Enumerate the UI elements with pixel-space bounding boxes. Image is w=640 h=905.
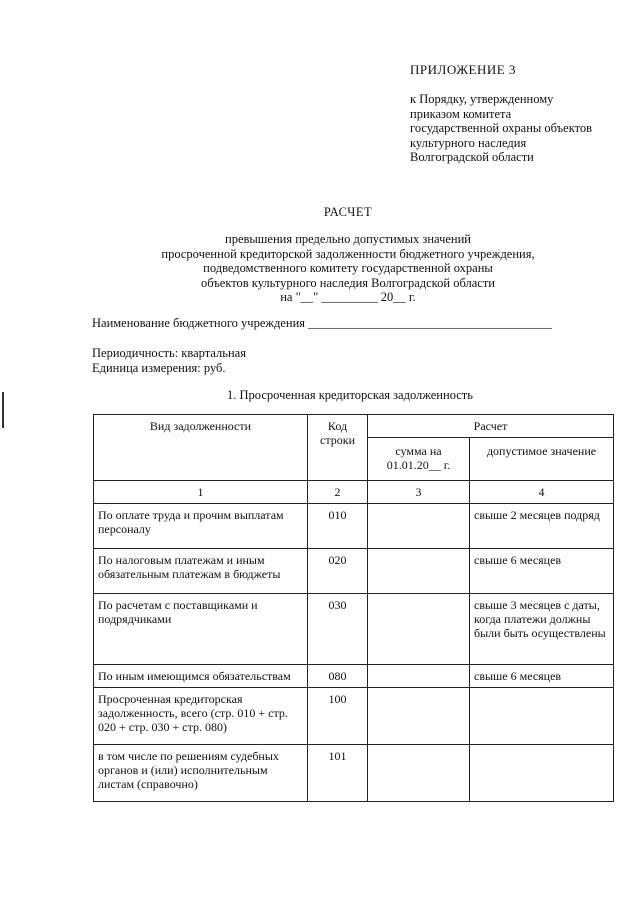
document-title: РАСЧЕТ [323,205,373,219]
header-sum: сумма на 01.01.20__ г. [368,438,470,481]
row-allowed: свыше 6 месяцев [470,665,614,688]
appendix-line: государственной охраны объектов [410,121,593,135]
row-code: 020 [308,549,368,594]
row-code: 030 [308,594,368,665]
section-title: 1. Просроченная кредиторская задолженность [227,388,473,402]
row-allowed [470,688,614,745]
row-type: Просроченная кредиторская задолженность, всего (стр. 010 + стр. 020 + стр. 030 + стр. 080) [94,688,308,745]
appendix-line: культурного наследия [410,135,527,150]
header-code: Код строки [308,415,368,481]
header-type: Вид задолженности [94,415,308,481]
table-row [94,504,614,549]
row-allowed: свыше 2 месяцев подряд [470,504,614,549]
table-header-row [94,415,614,438]
subtitle-line: на "__" _________ 20__ г. [280,290,416,304]
header-allowed: допустимое значение [470,438,614,481]
appendix-line: к Порядку, утвержденному [410,92,554,106]
periodicity-field: Периодичность: квартальная [92,346,246,360]
appendix-heading: ПРИЛОЖЕНИЕ 3 [410,62,516,77]
row-code: 010 [308,504,368,549]
row-sum[interactable] [368,665,470,688]
appendix-line: Волгоградской области [410,150,534,164]
overdue-debt-table [93,414,614,802]
colnum: 4 [470,481,614,504]
row-type: По расчетам с поставщиками и подрядчиками [94,594,308,665]
table-row [94,665,614,688]
subtitle-line: просроченной кредиторской задолженности бюджетного учреждения, [161,246,535,261]
row-allowed: свыше 3 месяцев с даты, когда платежи должны были быть осуществлены [470,594,614,665]
subtitle-line: объектов культурного наследия Волгоградской области [201,275,495,290]
colnum: 3 [368,481,470,504]
unit-field: Единица измерения: руб. [92,361,226,375]
subtitle-line: подведомственного комитету государственной охраны [203,261,493,275]
row-code: 080 [308,665,368,688]
row-type: По оплате труда и прочим выплатам персоналу [94,504,308,549]
row-sum[interactable] [368,549,470,594]
appendix-line: приказом комитета [410,106,512,121]
row-allowed: свыше 6 месяцев [470,549,614,594]
subtitle-line: превышения предельно допустимых значений [225,232,471,246]
colnum: 1 [94,481,308,504]
row-type: в том числе по решениям судебных органов и (или) исполнительным листам (справочно) [94,745,308,802]
row-sum[interactable] [368,688,470,745]
row-code: 100 [308,688,368,745]
institution-field: Наименование бюджетного учреждения _______________________________________ [92,316,552,330]
table-row [94,688,614,745]
row-sum[interactable] [368,745,470,802]
table-row [94,745,614,802]
row-type: По иным имеющимся обязательствам [94,665,308,688]
table-colnum-row [94,481,614,504]
row-sum[interactable] [368,504,470,549]
row-allowed [470,745,614,802]
table-row [94,549,614,594]
colnum: 2 [308,481,368,504]
row-type: По налоговым платежам и иным обязательным платежам в бюджеты [94,549,308,594]
row-sum[interactable] [368,594,470,665]
row-code: 101 [308,745,368,802]
table-row [94,594,614,665]
header-calc: Расчет [368,415,614,438]
document-subtitle [0,232,640,305]
appendix-block [410,62,592,165]
